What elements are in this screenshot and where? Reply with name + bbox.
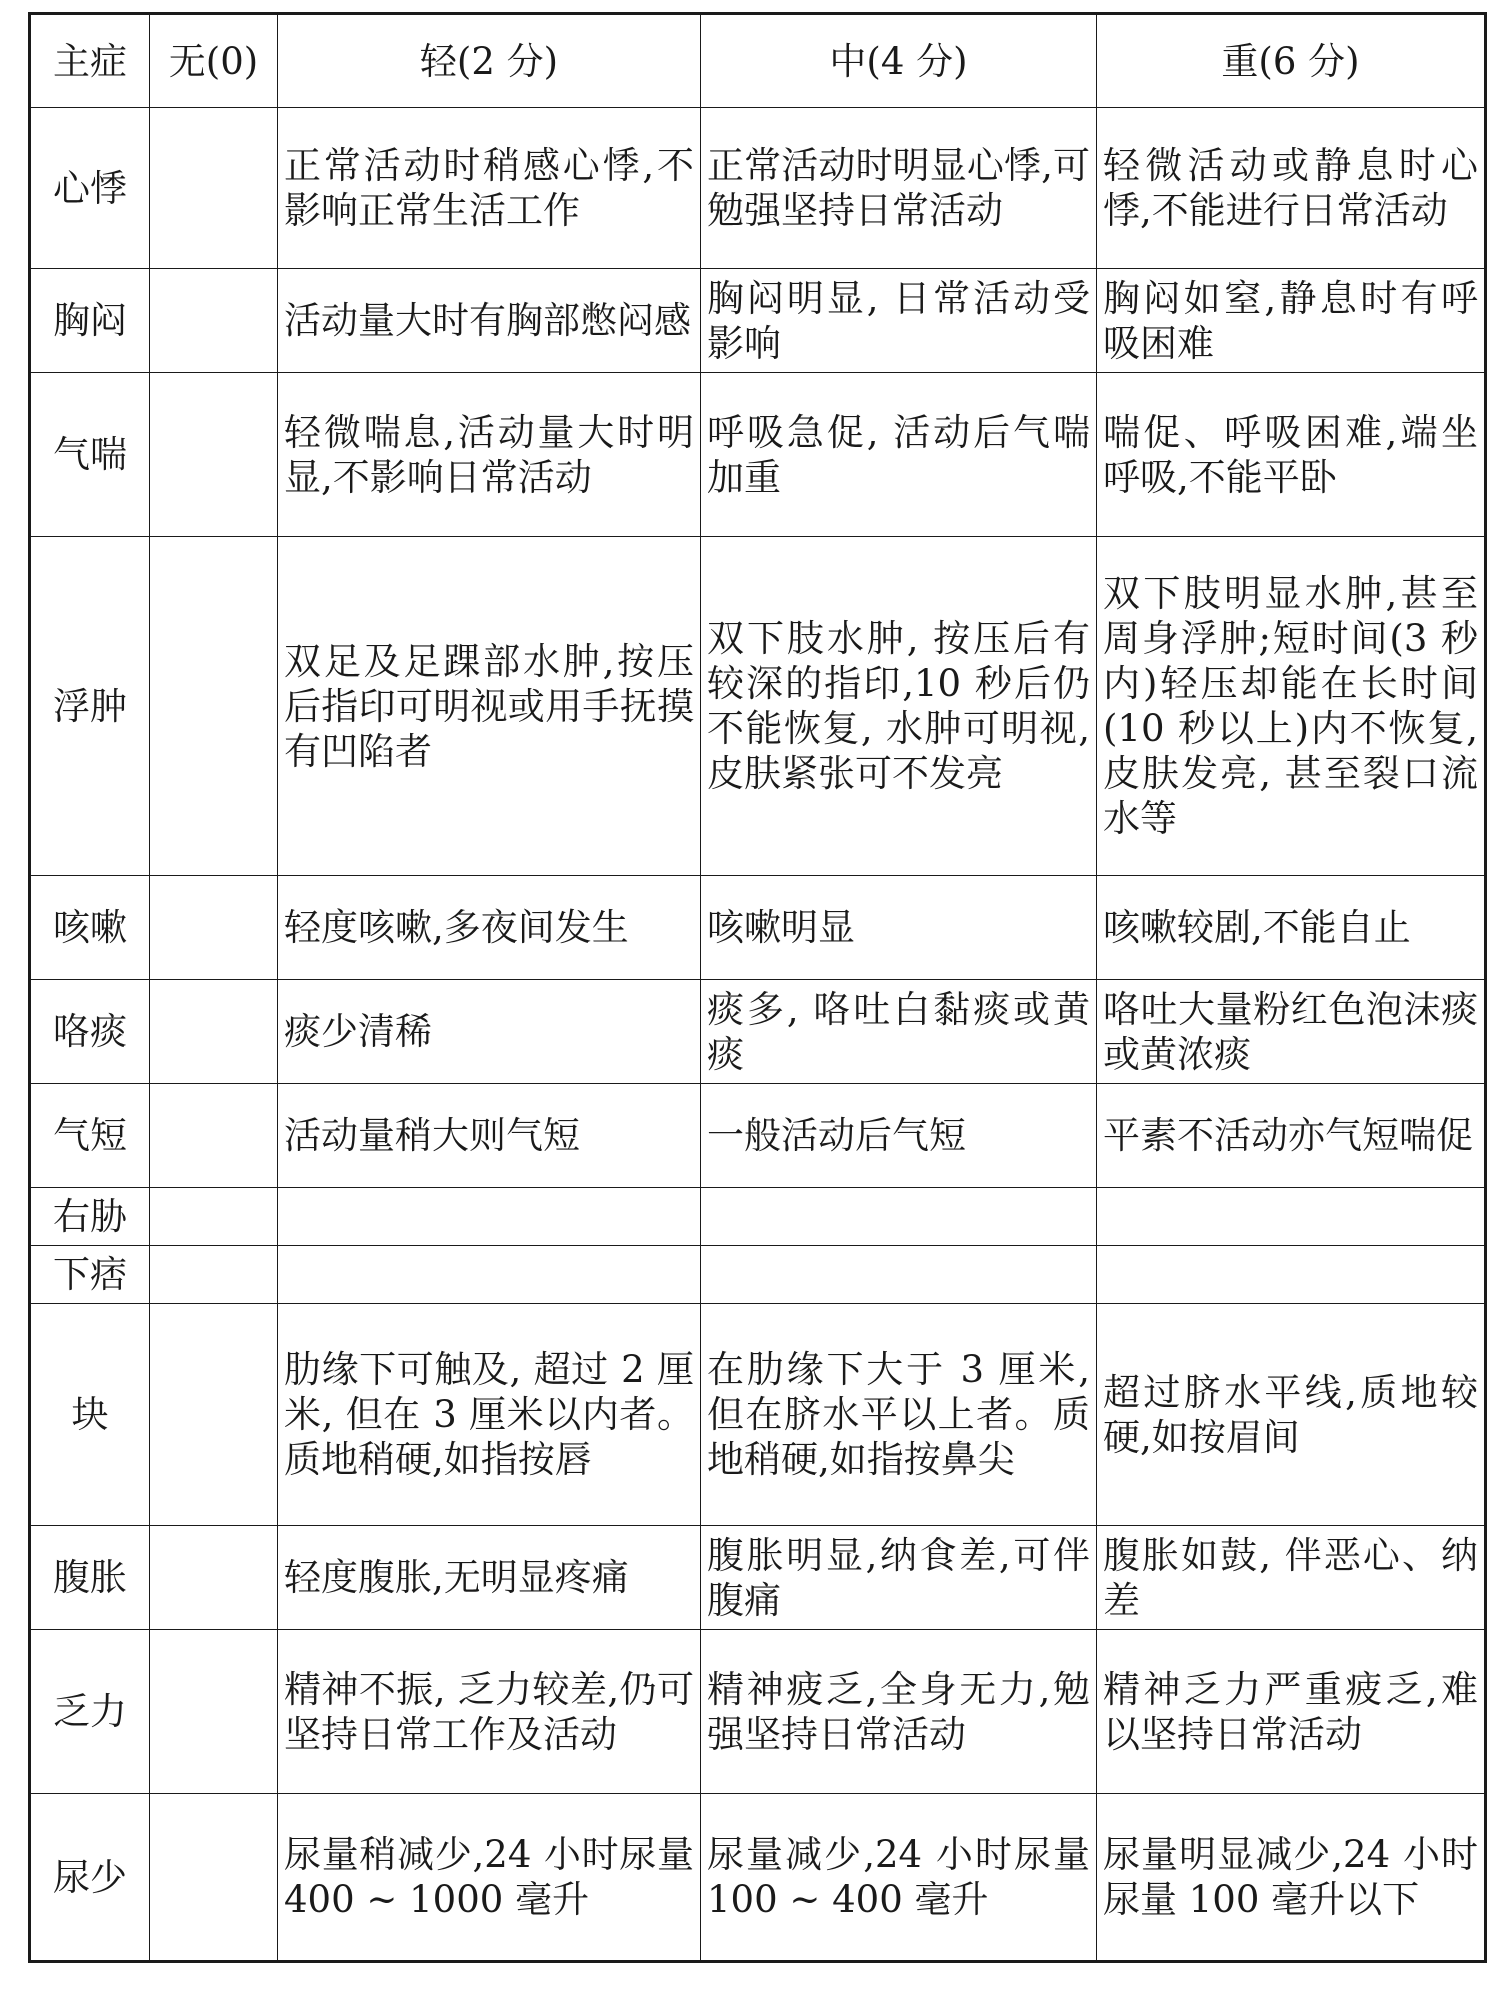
mild-description: 活动量大时有胸部憋闷感 [278,269,701,373]
severe-description: 平素不活动亦气短喘促 [1097,1084,1486,1188]
none-score-cell [150,1188,278,1246]
severe-description [1097,1246,1486,1304]
none-score-cell [150,537,278,876]
symptom-name: 气短 [30,1084,150,1188]
mild-description: 双足及足踝部水肿,按压后指印可明视或用手抚摸有凹陷者 [278,537,701,876]
moderate-description: 胸闷明显, 日常活动受影响 [701,269,1097,373]
symptom-name: 下痞 [30,1246,150,1304]
mild-description: 轻度咳嗽,多夜间发生 [278,876,701,980]
mild-description: 正常活动时稍感心悸,不影响正常生活工作 [278,108,701,269]
symptom-name: 胸闷 [30,269,150,373]
none-score-cell [150,1304,278,1526]
moderate-description: 在肋缘下大于 3 厘米, 但在脐水平以上者。质地稍硬,如指按鼻尖 [701,1304,1097,1526]
symptom-name: 乏力 [30,1630,150,1794]
table-row [30,1246,1486,1304]
severe-description: 咳嗽较剧,不能自止 [1097,876,1486,980]
symptom-name: 块 [30,1304,150,1526]
severe-description [1097,1188,1486,1246]
moderate-description [701,1246,1097,1304]
symptom-grading-table [28,12,1487,1963]
symptom-name: 气喘 [30,373,150,537]
moderate-description: 一般活动后气短 [701,1084,1097,1188]
symptom-name: 咯痰 [30,980,150,1084]
none-score-cell [150,980,278,1084]
none-score-cell [150,1084,278,1188]
severe-description: 精神乏力严重疲乏,难以坚持日常活动 [1097,1630,1486,1794]
symptom-name: 尿少 [30,1794,150,1962]
mild-description: 尿量稍减少,24 小时尿量 400 ~ 1000 毫升 [278,1794,701,1962]
mild-description: 轻度腹胀,无明显疼痛 [278,1526,701,1630]
none-score-cell [150,876,278,980]
moderate-description: 腹胀明显,纳食差,可伴腹痛 [701,1526,1097,1630]
table-row [30,1526,1486,1630]
table-row [30,1188,1486,1246]
mild-description [278,1188,701,1246]
mild-description: 轻微喘息,活动量大时明显,不影响日常活动 [278,373,701,537]
symptom-name: 浮肿 [30,537,150,876]
severe-description: 双下肢明显水肿,甚至周身浮肿;短时间(3 秒内)轻压却能在长时间(10 秒以上)内不恢复,皮肤发亮, 甚至裂口流水等 [1097,537,1486,876]
symptom-name: 右胁 [30,1188,150,1246]
table-row [30,980,1486,1084]
none-score-cell [150,373,278,537]
moderate-description: 痰多, 咯吐白黏痰或黄痰 [701,980,1097,1084]
table-row [30,876,1486,980]
none-score-cell [150,1630,278,1794]
mild-description: 活动量稍大则气短 [278,1084,701,1188]
header-none: 无(0) [150,14,278,108]
table-row [30,373,1486,537]
moderate-description [701,1188,1097,1246]
none-score-cell [150,108,278,269]
moderate-description: 咳嗽明显 [701,876,1097,980]
table-row [30,1794,1486,1962]
table-row [30,537,1486,876]
symptom-name: 腹胀 [30,1526,150,1630]
mild-description: 肋缘下可触及, 超过 2 厘米, 但在 3 厘米以内者。质地稍硬,如指按唇 [278,1304,701,1526]
moderate-description: 呼吸急促, 活动后气喘加重 [701,373,1097,537]
severe-description: 胸闷如窒,静息时有呼吸困难 [1097,269,1486,373]
table-row [30,269,1486,373]
none-score-cell [150,1246,278,1304]
header-mild: 轻(2 分) [278,14,701,108]
mild-description [278,1246,701,1304]
severe-description: 咯吐大量粉红色泡沫痰或黄浓痰 [1097,980,1486,1084]
header-symptom: 主症 [30,14,150,108]
none-score-cell [150,1794,278,1962]
moderate-description: 双下肢水肿, 按压后有较深的指印,10 秒后仍不能恢复, 水肿可明视, 皮肤紧张可不发亮 [701,537,1097,876]
moderate-description: 正常活动时明显心悸,可勉强坚持日常活动 [701,108,1097,269]
severe-description: 超过脐水平线,质地较硬,如按眉间 [1097,1304,1486,1526]
symptom-name: 心悸 [30,108,150,269]
moderate-description: 尿量减少,24 小时尿量 100 ~ 400 毫升 [701,1794,1097,1962]
moderate-description: 精神疲乏,全身无力,勉强坚持日常活动 [701,1630,1097,1794]
severe-description: 腹胀如鼓, 伴恶心、纳差 [1097,1526,1486,1630]
symptom-name: 咳嗽 [30,876,150,980]
severe-description: 尿量明显减少,24 小时尿量 100 毫升以下 [1097,1794,1486,1962]
header-moderate: 中(4 分) [701,14,1097,108]
mild-description: 痰少清稀 [278,980,701,1084]
none-score-cell [150,1526,278,1630]
table-row [30,1630,1486,1794]
header-row [30,14,1486,108]
table-row [30,1084,1486,1188]
table-row [30,108,1486,269]
severe-description: 喘促、呼吸困难,端坐呼吸,不能平卧 [1097,373,1486,537]
severe-description: 轻微活动或静息时心悸,不能进行日常活动 [1097,108,1486,269]
none-score-cell [150,269,278,373]
table-row [30,1304,1486,1526]
header-severe: 重(6 分) [1097,14,1486,108]
mild-description: 精神不振, 乏力较差,仍可坚持日常工作及活动 [278,1630,701,1794]
